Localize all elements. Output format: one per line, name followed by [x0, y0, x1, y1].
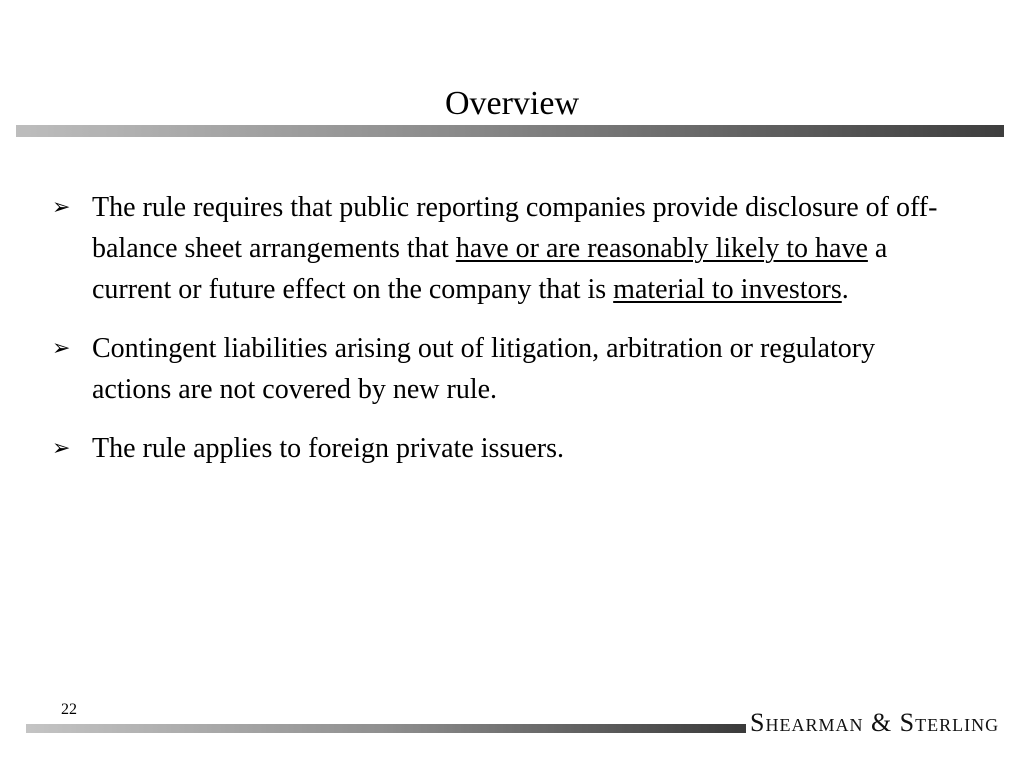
arrow-bullet-icon: ➢ — [52, 336, 71, 361]
underlined-phrase: material to investors — [613, 274, 842, 305]
bullet-text-segment: a current or future effect on the company that is — [92, 233, 888, 305]
bullet-text-segment: The rule requires that public reporting companies provide disclosure of off-balance sheet arrangements that — [92, 192, 938, 264]
arrow-bullet-icon: ➢ — [52, 195, 71, 220]
arrow-bullet-icon: ➢ — [52, 436, 71, 461]
underlined-phrase: have or are reasonably likely to have — [455, 233, 868, 264]
bullet-text: Contingent liabilities arising out of litigation, arbitration or regulatory actions are not covered by new rule. — [92, 333, 876, 405]
company-logo: Shearman & Sterling — [750, 708, 1000, 737]
bullet-text: The rule applies to foreign private issuers. — [92, 433, 564, 464]
page-number: 22 — [61, 701, 77, 718]
bullet-text-segment: . — [841, 274, 849, 305]
bullet-text — [92, 192, 937, 305]
bullet-item — [52, 187, 952, 310]
bullet-item — [52, 428, 952, 469]
bullet-list — [52, 187, 952, 487]
slide-title: Overview — [444, 85, 580, 122]
bullet-item — [52, 328, 952, 410]
footer-divider — [26, 724, 746, 733]
title-divider — [16, 125, 1004, 137]
